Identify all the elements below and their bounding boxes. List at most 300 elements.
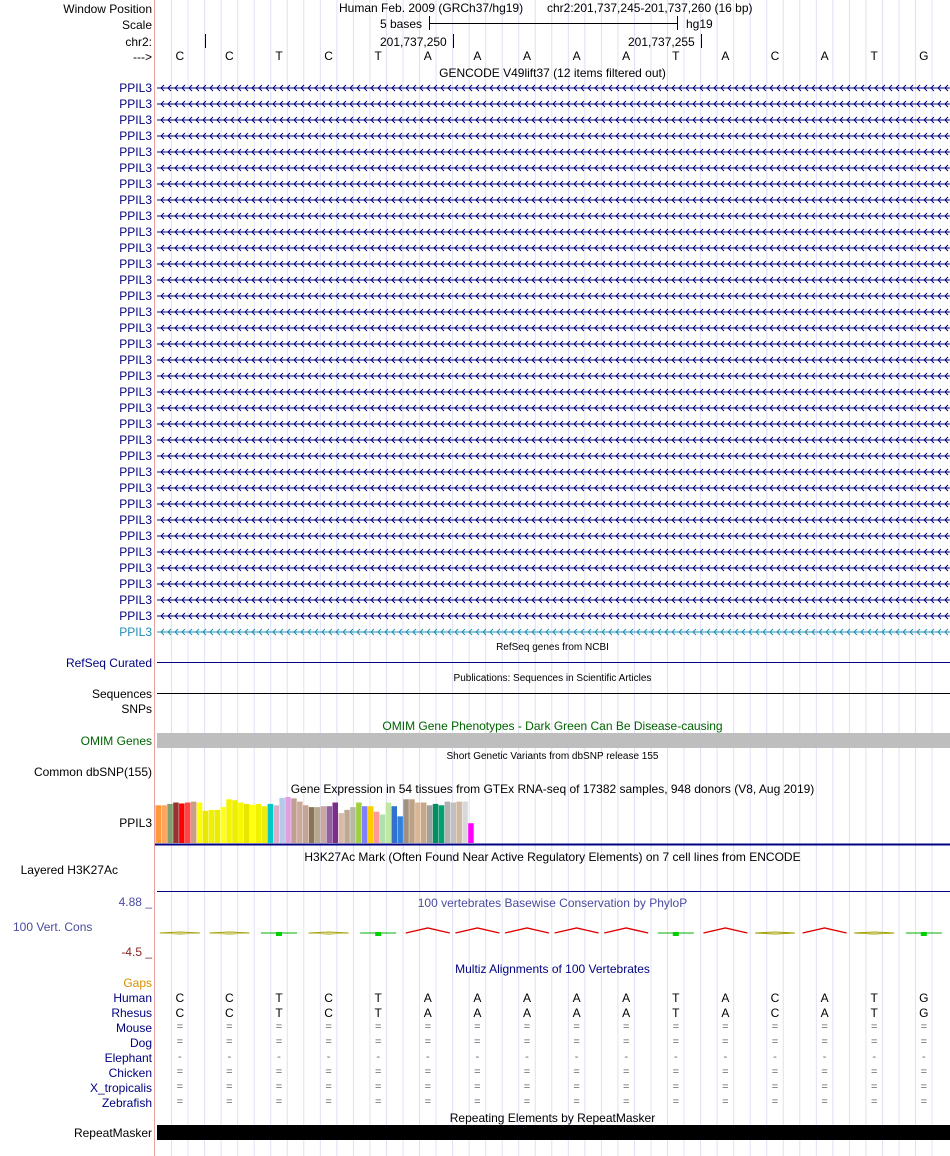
gtex-tissue-bar xyxy=(274,805,280,843)
gencode-gene-label[interactable]: PPIL3 xyxy=(119,529,152,543)
gtex-tissue-bar xyxy=(315,807,321,843)
phylop-mark xyxy=(673,932,679,936)
gtex-tissue-bar xyxy=(285,797,291,843)
phylop-segment xyxy=(854,932,894,934)
phylop-max: 4.88 _ xyxy=(118,895,152,909)
gtex-tissue-bar xyxy=(356,803,362,843)
multiz-base: C xyxy=(770,991,780,1005)
multiz-base: = xyxy=(275,1036,283,1048)
multiz-base: = xyxy=(523,1081,531,1093)
gencode-gene-label[interactable]: PPIL3 xyxy=(119,321,152,335)
phylop-segment xyxy=(703,928,747,933)
gtex-tissue-bar xyxy=(409,799,415,843)
gtex-tissue-bar xyxy=(226,799,232,843)
multiz-base: = xyxy=(672,1096,680,1108)
gtex-tissue-bar xyxy=(209,810,215,843)
gencode-gene-label[interactable]: PPIL3 xyxy=(119,209,152,223)
gencode-gene-label[interactable]: PPIL3 xyxy=(119,289,152,303)
publications-label[interactable]: Sequences xyxy=(91,687,152,701)
multiz-base: = xyxy=(424,1096,432,1108)
multiz-base: = xyxy=(870,1081,878,1093)
multiz-base: - xyxy=(227,1051,232,1063)
refseq-title: RefSeq genes from NCBI xyxy=(496,642,609,653)
gencode-transcript[interactable] xyxy=(157,401,950,415)
multiz-base: = xyxy=(821,1021,828,1033)
gtex-tissue-bar xyxy=(167,804,173,843)
gencode-transcript[interactable] xyxy=(157,209,950,223)
multiz-base: = xyxy=(771,1096,779,1108)
scale-db: hg19 xyxy=(686,17,713,31)
multiz-base: = xyxy=(672,1081,680,1093)
sequence-base: C xyxy=(175,49,185,63)
multiz-base: A xyxy=(522,991,531,1005)
h3k27ac-line[interactable] xyxy=(157,891,950,892)
multiz-base: A xyxy=(820,991,829,1005)
gencode-gene-label[interactable]: PPIL3 xyxy=(119,561,152,575)
multiz-base: = xyxy=(920,1066,928,1078)
gencode-transcript[interactable] xyxy=(157,145,950,159)
gtex-tissue-bar xyxy=(350,807,356,843)
gtex-tissue-bar xyxy=(368,806,374,843)
gencode-transcript[interactable] xyxy=(157,465,950,479)
multiz-base: = xyxy=(523,1021,531,1033)
multiz-base: = xyxy=(722,1021,729,1033)
gencode-transcript[interactable] xyxy=(157,225,950,239)
multiz-base: G xyxy=(919,1006,929,1020)
gencode-gene-label[interactable]: PPIL3 xyxy=(119,417,152,431)
multiz-base: = xyxy=(424,1066,432,1078)
gencode-gene-label[interactable]: PPIL3 xyxy=(119,129,152,143)
repeatmasker-title: Repeating Elements by RepeatMasker xyxy=(449,1111,656,1125)
multiz-base: A xyxy=(572,1006,581,1020)
multiz-base: = xyxy=(771,1021,779,1033)
gtex-tissue-bar xyxy=(215,810,221,843)
sequence-base: A xyxy=(572,49,581,63)
gtex-tissue-bar xyxy=(173,803,179,843)
multiz-base: - xyxy=(574,1051,579,1063)
phylop-label[interactable]: 100 Vert. Cons xyxy=(13,920,93,934)
phylop-segment xyxy=(406,928,450,933)
multiz-species-label[interactable]: X_tropicalis xyxy=(89,1081,152,1095)
gencode-transcript[interactable] xyxy=(157,305,950,319)
gencode-gene-label[interactable]: PPIL3 xyxy=(119,449,152,463)
sequence-base: C xyxy=(770,49,780,63)
window-position-label[interactable]: Window Position xyxy=(63,2,152,16)
multiz-base: = xyxy=(622,1066,630,1078)
phylop-segment xyxy=(309,932,349,934)
gencode-transcript[interactable] xyxy=(157,353,950,367)
gencode-gene-label[interactable]: PPIL3 xyxy=(119,481,152,495)
multiz-base: - xyxy=(277,1051,281,1063)
phylop-mark xyxy=(375,932,381,936)
gencode-gene-label[interactable]: PPIL3 xyxy=(119,545,152,559)
sequence-base: C xyxy=(324,49,333,63)
multiz-base: - xyxy=(624,1051,629,1063)
coord-tick-0 xyxy=(205,34,206,48)
multiz-base: A xyxy=(423,991,432,1005)
multiz-base: = xyxy=(573,1081,580,1093)
gencode-transcript[interactable] xyxy=(157,337,950,351)
multiz-base: = xyxy=(325,1021,332,1033)
gencode-transcript[interactable] xyxy=(157,97,950,111)
multiz-base: = xyxy=(374,1096,382,1108)
position-text: chr2:201,737,245-201,737,260 (16 bp) xyxy=(547,1,753,15)
multiz-base: - xyxy=(872,1051,877,1063)
gencode-transcript[interactable] xyxy=(157,273,950,287)
multiz-base: = xyxy=(523,1066,531,1078)
gencode-gene-label[interactable]: PPIL3 xyxy=(119,433,152,447)
phylop-segment xyxy=(455,928,499,933)
gencode-transcript[interactable] xyxy=(157,577,950,591)
gencode-gene-label[interactable]: PPIL3 xyxy=(119,81,152,95)
sequence-base: T xyxy=(870,49,878,63)
scale-label[interactable]: Scale xyxy=(121,18,152,32)
multiz-base: - xyxy=(921,1051,926,1063)
multiz-base: = xyxy=(622,1036,630,1048)
multiz-species-label[interactable]: Chicken xyxy=(108,1066,152,1080)
gencode-gene-label[interactable]: PPIL3 xyxy=(119,337,152,351)
gencode-transcript[interactable] xyxy=(157,257,950,271)
multiz-base: = xyxy=(424,1036,432,1048)
multiz-base: = xyxy=(920,1096,928,1108)
gencode-title: GENCODE V49lift37 (12 items filtered out) xyxy=(439,66,666,80)
multiz-base: = xyxy=(920,1081,928,1093)
multiz-base: A xyxy=(473,991,482,1005)
gtex-tissue-bar xyxy=(191,802,197,843)
multiz-base: = xyxy=(176,1066,184,1078)
gtex-tissue-bar xyxy=(238,803,244,843)
sequence-base: T xyxy=(275,49,283,63)
multiz-base: = xyxy=(523,1036,531,1048)
refseq-line[interactable] xyxy=(157,662,950,663)
multiz-base: = xyxy=(424,1081,432,1093)
gencode-transcript[interactable] xyxy=(157,513,950,527)
publications-line[interactable] xyxy=(157,693,950,694)
phylop-segment xyxy=(209,932,249,934)
gencode-gene-label[interactable]: PPIL3 xyxy=(119,369,152,383)
multiz-base: = xyxy=(424,1021,432,1033)
gencode-transcript[interactable] xyxy=(157,625,950,639)
sequence-base: A xyxy=(522,49,531,63)
multiz-base: = xyxy=(176,1036,184,1048)
gtex-tissue-bar xyxy=(333,803,339,843)
multiz-base: = xyxy=(672,1021,680,1033)
repeatmasker-bar[interactable] xyxy=(157,1125,950,1140)
multiz-base: T xyxy=(374,1006,382,1020)
gtex-tissue-bar xyxy=(179,803,185,843)
gencode-transcript[interactable] xyxy=(157,481,950,495)
gtex-tissue-bar xyxy=(297,802,303,843)
multiz-base: = xyxy=(771,1066,779,1078)
multiz-base: A xyxy=(522,1006,531,1020)
gaps-label[interactable]: Gaps xyxy=(123,976,152,990)
multiz-base: A xyxy=(473,1006,482,1020)
multiz-base: = xyxy=(870,1021,878,1033)
phylop-segment xyxy=(555,928,599,933)
repeatmasker-label[interactable]: RepeatMasker xyxy=(73,1126,152,1140)
gtex-title: Gene Expression in 54 tissues from GTEx RNA-seq of 17382 samples, 948 donors (V8, Aug 2019) xyxy=(290,782,815,796)
omim-label[interactable]: OMIM Genes xyxy=(80,734,152,748)
multiz-base: C xyxy=(225,991,234,1005)
multiz-species-label[interactable]: Elephant xyxy=(104,1051,152,1065)
gencode-gene-label[interactable]: PPIL3 xyxy=(119,193,152,207)
gencode-transcript[interactable] xyxy=(157,433,950,447)
snps-label[interactable]: SNPs xyxy=(121,702,152,716)
multiz-base: = xyxy=(771,1081,779,1093)
gencode-gene-label[interactable]: PPIL3 xyxy=(119,625,152,639)
gencode-gene-label[interactable]: PPIL3 xyxy=(119,513,152,527)
gencode-transcript[interactable] xyxy=(157,417,950,431)
multiz-base: = xyxy=(622,1081,630,1093)
gtex-tissue-bar xyxy=(244,804,250,843)
gtex-tissue-bar xyxy=(397,816,403,843)
gtex-tissue-bar xyxy=(291,798,297,843)
gencode-gene-label[interactable]: PPIL3 xyxy=(119,593,152,607)
multiz-base: = xyxy=(176,1021,184,1033)
phylop-graph[interactable] xyxy=(155,920,950,946)
gencode-transcript[interactable] xyxy=(157,497,950,511)
gencode-transcript[interactable] xyxy=(157,193,950,207)
phylop-title: 100 vertebrates Basewise Conservation by PhyloP xyxy=(417,896,688,910)
gencode-gene-label[interactable]: PPIL3 xyxy=(119,257,152,271)
gtex-label[interactable]: PPIL3 xyxy=(119,816,152,830)
multiz-base: = xyxy=(573,1036,580,1048)
gencode-transcript[interactable] xyxy=(157,81,950,95)
gencode-transcript[interactable] xyxy=(157,449,950,463)
multiz-base: = xyxy=(622,1021,630,1033)
gencode-transcript[interactable] xyxy=(157,113,950,127)
multiz-base: = xyxy=(374,1081,382,1093)
gtex-tissue-bar xyxy=(362,806,368,843)
multiz-base: = xyxy=(474,1096,481,1108)
multiz-base: T xyxy=(870,991,878,1005)
multiz-base: - xyxy=(326,1051,331,1063)
gtex-tissue-bar xyxy=(232,800,238,843)
multiz-base: C xyxy=(324,1006,333,1020)
sequence-base: A xyxy=(820,49,829,63)
multiz-base: = xyxy=(325,1096,332,1108)
multiz-base: = xyxy=(275,1066,283,1078)
multiz-species-label[interactable]: Zebrafish xyxy=(101,1096,152,1110)
multiz-base: A xyxy=(721,1006,730,1020)
sequence-base: A xyxy=(423,49,432,63)
multiz-base: = xyxy=(821,1066,828,1078)
sequence-base: T xyxy=(374,49,382,63)
gencode-gene-label[interactable]: PPIL3 xyxy=(119,577,152,591)
gtex-tissue-bar xyxy=(386,803,392,843)
gtex-tissue-bar xyxy=(220,807,226,843)
multiz-base: = xyxy=(325,1081,332,1093)
omim-bar[interactable] xyxy=(157,733,950,748)
multiz-base: C xyxy=(225,1006,234,1020)
multiz-base: C xyxy=(175,991,185,1005)
gencode-gene-label[interactable]: PPIL3 xyxy=(119,465,152,479)
gencode-transcript[interactable] xyxy=(157,289,950,303)
gencode-gene-label[interactable]: PPIL3 xyxy=(119,305,152,319)
gtex-tissue-bar xyxy=(445,802,451,843)
coord-tick-1 xyxy=(453,34,454,48)
multiz-species-label[interactable]: Rhesus xyxy=(111,1006,152,1020)
scale-text: 5 bases xyxy=(380,17,423,31)
phylop-segment xyxy=(505,928,549,933)
gtex-tissue-bar xyxy=(403,799,409,843)
multiz-base: = xyxy=(275,1021,283,1033)
gencode-transcript[interactable] xyxy=(157,241,950,255)
gtex-tissue-bar xyxy=(456,802,462,843)
multiz-base: = xyxy=(870,1096,878,1108)
phylop-segment xyxy=(803,928,847,933)
phylop-mark xyxy=(921,932,927,936)
gencode-transcript[interactable] xyxy=(157,321,950,335)
multiz-base: = xyxy=(722,1036,729,1048)
publications-title: Publications: Sequences in Scientific Articles xyxy=(453,673,652,684)
multiz-base: A xyxy=(572,991,581,1005)
multiz-base: = xyxy=(722,1096,729,1108)
multiz-base: = xyxy=(275,1096,283,1108)
multiz-base: = xyxy=(771,1036,779,1048)
multiz-base: C xyxy=(324,991,333,1005)
multiz-base: T xyxy=(275,991,283,1005)
multiz-base: C xyxy=(175,1006,185,1020)
h3k27ac-label[interactable]: Layered H3K27Ac xyxy=(20,863,118,877)
gtex-tissue-bar xyxy=(303,805,309,843)
multiz-base: = xyxy=(622,1096,630,1108)
multiz-base: = xyxy=(226,1036,233,1048)
coord-tick-2 xyxy=(701,34,702,48)
multiz-base: T xyxy=(374,991,382,1005)
gencode-gene-label[interactable]: PPIL3 xyxy=(119,401,152,415)
multiz-base: - xyxy=(822,1051,827,1063)
multiz-base: A xyxy=(721,991,730,1005)
strand-label[interactable]: ---> xyxy=(133,50,152,64)
gencode-transcript[interactable] xyxy=(157,561,950,575)
gencode-gene-label[interactable]: PPIL3 xyxy=(119,609,152,623)
multiz-base: - xyxy=(475,1051,480,1063)
multiz-base: = xyxy=(176,1081,184,1093)
phylop-segment xyxy=(604,928,648,933)
gtex-tissue-bar xyxy=(203,811,209,843)
multiz-base: = xyxy=(573,1021,580,1033)
gtex-tissue-bar xyxy=(327,806,333,843)
multiz-base: = xyxy=(176,1096,184,1108)
multiz-base: T xyxy=(672,1006,680,1020)
gencode-transcript[interactable] xyxy=(157,161,950,175)
multiz-base: - xyxy=(673,1051,678,1063)
multiz-base: = xyxy=(573,1066,580,1078)
gencode-gene-label[interactable]: PPIL3 xyxy=(119,225,152,239)
multiz-species-label[interactable]: Dog xyxy=(129,1036,152,1050)
gtex-tissue-bar xyxy=(344,810,350,843)
multiz-species-label[interactable]: Human xyxy=(113,991,152,1005)
multiz-base: = xyxy=(870,1066,878,1078)
gencode-gene-label[interactable]: PPIL3 xyxy=(119,113,152,127)
gtex-tissue-bar xyxy=(421,803,427,843)
gtex-tissue-bar xyxy=(321,806,327,843)
multiz-base: A xyxy=(820,1006,829,1020)
multiz-base: C xyxy=(770,1006,780,1020)
sequence-base: G xyxy=(919,49,929,63)
phylop-min: -4.5 _ xyxy=(121,945,152,959)
gencode-gene-label[interactable]: PPIL3 xyxy=(119,177,152,191)
coord-label-2: 201,737,255 xyxy=(628,35,695,49)
multiz-base: - xyxy=(177,1051,182,1063)
multiz-base: = xyxy=(226,1066,233,1078)
multiz-base: - xyxy=(525,1051,529,1063)
dbsnp-title: Short Genetic Variants from dbSNP release 155 xyxy=(446,751,659,762)
gencode-transcript[interactable] xyxy=(157,609,950,623)
gencode-gene-label[interactable]: PPIL3 xyxy=(119,273,152,287)
gtex-tissue-bar xyxy=(256,804,261,843)
gtex-tissue-bar xyxy=(380,814,386,843)
gencode-gene-label[interactable]: PPIL3 xyxy=(119,241,152,255)
gencode-gene-label[interactable]: PPIL3 xyxy=(119,161,152,175)
sequence-base: T xyxy=(672,49,680,63)
label-divider xyxy=(154,0,155,1156)
gtex-tissue-bar xyxy=(439,805,445,843)
h3k27ac-title: H3K27Ac Mark (Often Found Near Active Regulatory Elements) on 7 cell lines from ENCODE xyxy=(304,850,801,864)
multiz-base: = xyxy=(226,1081,233,1093)
multiz-base: = xyxy=(374,1021,382,1033)
gtex-tissue-bar xyxy=(433,804,439,843)
gtex-tissue-bar xyxy=(427,805,433,843)
gencode-gene-label[interactable]: PPIL3 xyxy=(119,353,152,367)
refseq-label[interactable]: RefSeq Curated xyxy=(65,656,152,670)
multiz-base: = xyxy=(226,1096,233,1108)
multiz-base: T xyxy=(275,1006,283,1020)
gencode-transcript[interactable] xyxy=(157,385,950,399)
gencode-gene-label[interactable]: PPIL3 xyxy=(119,97,152,111)
multiz-base: T xyxy=(672,991,680,1005)
gtex-tissue-bar xyxy=(338,813,344,843)
phylop-mark xyxy=(276,932,282,936)
omim-title: OMIM Gene Phenotypes - Dark Green Can Be Disease-causing xyxy=(382,719,723,733)
scale-bar xyxy=(429,23,677,24)
gtex-tissue-bar xyxy=(279,798,285,843)
gencode-transcript[interactable] xyxy=(157,369,950,383)
dbsnp-label[interactable]: Common dbSNP(155) xyxy=(33,765,152,779)
multiz-base: = xyxy=(325,1036,332,1048)
multiz-base: = xyxy=(474,1066,481,1078)
gencode-transcript[interactable] xyxy=(157,177,950,191)
gencode-transcript[interactable] xyxy=(157,545,950,559)
phylop-segment xyxy=(755,932,795,934)
multiz-base: = xyxy=(523,1096,531,1108)
multiz-base: = xyxy=(474,1021,481,1033)
multiz-title: Multiz Alignments of 100 Vertebrates xyxy=(455,962,650,976)
gencode-gene-label[interactable]: PPIL3 xyxy=(119,385,152,399)
gencode-transcript[interactable] xyxy=(157,529,950,543)
gencode-gene-label[interactable]: PPIL3 xyxy=(119,497,152,511)
sequence-base: A xyxy=(721,49,730,63)
multiz-base: = xyxy=(920,1036,928,1048)
multiz-base: = xyxy=(474,1036,481,1048)
multiz-species-label[interactable]: Mouse xyxy=(115,1021,152,1035)
multiz-base: = xyxy=(573,1096,580,1108)
gtex-tissue-bar xyxy=(156,805,162,843)
multiz-base: A xyxy=(622,991,631,1005)
multiz-base: = xyxy=(672,1066,680,1078)
gencode-transcript[interactable] xyxy=(157,593,950,607)
chr-label[interactable]: chr2: xyxy=(125,35,152,49)
gtex-tissue-bar xyxy=(197,803,203,843)
gtex-tissue-bar xyxy=(250,805,256,843)
gencode-transcript[interactable] xyxy=(157,129,950,143)
gencode-gene-label[interactable]: PPIL3 xyxy=(119,145,152,159)
gtex-tissue-bar xyxy=(268,804,274,843)
multiz-base: = xyxy=(275,1081,283,1093)
scale-bar-right-tick xyxy=(677,16,678,30)
gtex-chart[interactable] xyxy=(155,797,950,847)
